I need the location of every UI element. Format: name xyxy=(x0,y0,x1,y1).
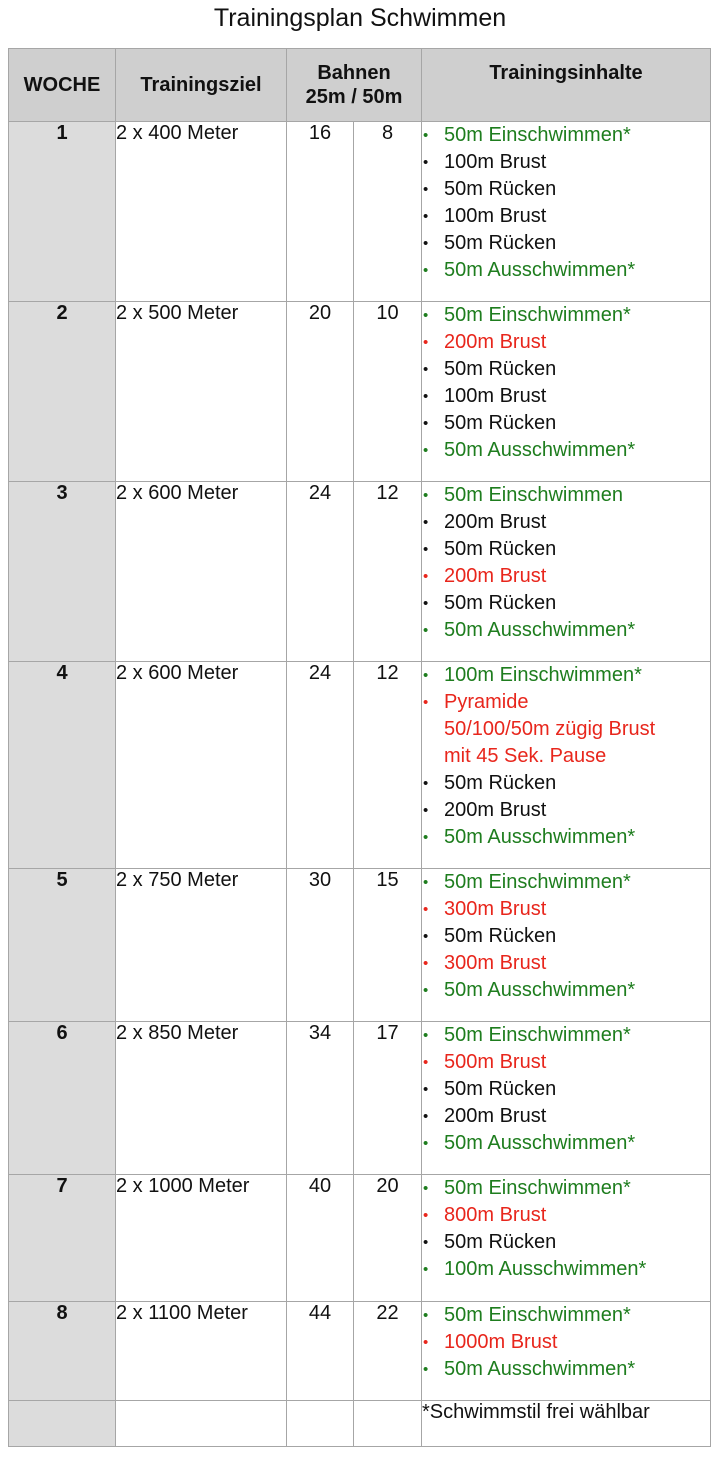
content-item-text: 50m Ausschwimmen* xyxy=(444,979,636,1001)
footnote-row xyxy=(9,1401,711,1447)
content-item-text: 100m Brust xyxy=(444,385,547,407)
content-list xyxy=(422,302,710,464)
training-goal: 2 x 1100 Meter xyxy=(116,1302,287,1401)
content-item-text: 50m Rücken xyxy=(444,412,557,434)
lanes-50m: 12 xyxy=(354,482,422,662)
header-goal: Trainingsziel xyxy=(116,49,287,122)
content-item xyxy=(422,950,710,977)
week-number: 8 xyxy=(9,1302,116,1401)
lanes-25m: 16 xyxy=(287,122,354,302)
content-item xyxy=(422,536,710,563)
content-item xyxy=(422,1130,710,1157)
week-number: 3 xyxy=(9,482,116,662)
content-item xyxy=(422,149,710,176)
lanes-25m: 30 xyxy=(287,869,354,1022)
content-item-text: 200m Brust xyxy=(444,331,547,353)
content-item-text: 50m Rücken xyxy=(444,178,557,200)
content-item xyxy=(422,977,710,1004)
content-item xyxy=(422,509,710,536)
content-item xyxy=(422,1076,710,1103)
header-content: Trainingsinhalte xyxy=(422,49,711,122)
week-row xyxy=(9,302,711,482)
content-item-text: 50m Rücken xyxy=(444,925,557,947)
content-item-text: 100m Brust xyxy=(444,205,547,227)
content-item xyxy=(422,689,710,770)
content-item xyxy=(422,869,710,896)
content-item xyxy=(422,1103,710,1130)
footnote-goal-cell xyxy=(116,1401,287,1447)
footnote-lanes50-cell xyxy=(354,1401,422,1447)
content-list xyxy=(422,662,710,851)
header-lanes-sub: 25m / 50m xyxy=(305,86,403,108)
training-plan-table xyxy=(8,48,711,1447)
content-item-text: 50m Ausschwimmen* xyxy=(444,826,636,848)
header-week: WOCHE xyxy=(9,49,116,122)
content-list xyxy=(422,122,710,284)
content-item xyxy=(422,302,710,329)
training-goal: 2 x 600 Meter xyxy=(116,662,287,869)
lanes-25m: 34 xyxy=(287,1022,354,1175)
lanes-50m: 20 xyxy=(354,1175,422,1302)
training-goal: 2 x 600 Meter xyxy=(116,482,287,662)
footnote-week-cell xyxy=(9,1401,116,1447)
week-row xyxy=(9,482,711,662)
week-row xyxy=(9,122,711,302)
header-lanes-label: Bahnen xyxy=(317,62,391,84)
week-number: 1 xyxy=(9,122,116,302)
content-item xyxy=(422,122,710,149)
content-item xyxy=(422,590,710,617)
week-number: 4 xyxy=(9,662,116,869)
content-item-text: Pyramide xyxy=(444,691,529,713)
header-row xyxy=(9,49,711,122)
week-row xyxy=(9,1022,711,1175)
lanes-25m: 20 xyxy=(287,302,354,482)
content-list xyxy=(422,482,710,644)
training-content xyxy=(422,869,711,1022)
training-content xyxy=(422,482,711,662)
week-row xyxy=(9,1302,711,1401)
content-item-text: 200m Brust xyxy=(444,799,547,821)
training-content xyxy=(422,302,711,482)
content-item-text: 100m Einschwimmen* xyxy=(444,664,642,686)
content-item xyxy=(422,563,710,590)
content-item-text: 50m Ausschwimmen* xyxy=(444,619,636,641)
content-item xyxy=(422,797,710,824)
training-content xyxy=(422,662,711,869)
content-item xyxy=(422,1302,710,1329)
content-item xyxy=(422,923,710,950)
content-item xyxy=(422,329,710,356)
content-item xyxy=(422,1022,710,1049)
content-item xyxy=(422,896,710,923)
content-item-text: 50m Ausschwimmen* xyxy=(444,1132,636,1154)
week-number: 6 xyxy=(9,1022,116,1175)
content-item-text: 50m Rücken xyxy=(444,1231,557,1253)
week-row xyxy=(9,869,711,1022)
content-item-text: 50m Rücken xyxy=(444,592,557,614)
content-item xyxy=(422,1329,710,1356)
week-row xyxy=(9,662,711,869)
footnote: *Schwimmstil frei wählbar xyxy=(422,1401,711,1447)
content-list xyxy=(422,1175,710,1283)
training-goal: 2 x 750 Meter xyxy=(116,869,287,1022)
lanes-25m: 44 xyxy=(287,1302,354,1401)
content-item xyxy=(422,230,710,257)
content-item-text: 50m Einschwimmen* xyxy=(444,1177,631,1199)
content-item xyxy=(422,482,710,509)
content-item-text: 50m Einschwimmen* xyxy=(444,1024,631,1046)
content-item xyxy=(422,617,710,644)
content-item xyxy=(422,662,710,689)
content-item-text-continued: 50/100/50m zügig Brust xyxy=(444,718,656,740)
content-item-text: 500m Brust xyxy=(444,1051,547,1073)
content-item xyxy=(422,1049,710,1076)
content-item xyxy=(422,1202,710,1229)
content-list xyxy=(422,869,710,1004)
content-item-text: 100m Brust xyxy=(444,151,547,173)
content-item-text-continued: mit 45 Sek. Pause xyxy=(444,745,607,767)
content-item-text: 50m Rücken xyxy=(444,538,557,560)
training-content xyxy=(422,1175,711,1302)
footnote-lanes25-cell xyxy=(287,1401,354,1447)
lanes-25m: 40 xyxy=(287,1175,354,1302)
week-number: 7 xyxy=(9,1175,116,1302)
content-list xyxy=(422,1302,710,1383)
training-goal: 2 x 400 Meter xyxy=(116,122,287,302)
content-item-text: 50m Rücken xyxy=(444,232,557,254)
lanes-25m: 24 xyxy=(287,662,354,869)
week-number: 2 xyxy=(9,302,116,482)
content-item xyxy=(422,410,710,437)
lanes-50m: 10 xyxy=(354,302,422,482)
content-item-text: 300m Brust xyxy=(444,898,547,920)
lanes-50m: 15 xyxy=(354,869,422,1022)
lanes-50m: 17 xyxy=(354,1022,422,1175)
content-item-text: 50m Einschwimmen* xyxy=(444,1304,631,1326)
content-item-text: 50m Einschwimmen* xyxy=(444,304,631,326)
content-item xyxy=(422,1256,710,1283)
content-item-text: 100m Ausschwimmen* xyxy=(444,1258,647,1280)
week-number: 5 xyxy=(9,869,116,1022)
content-item xyxy=(422,1229,710,1256)
content-item-text: 1000m Brust xyxy=(444,1331,558,1353)
lanes-50m: 12 xyxy=(354,662,422,869)
content-item-text: 50m Einschwimmen xyxy=(444,484,623,506)
lanes-50m: 22 xyxy=(354,1302,422,1401)
content-item xyxy=(422,257,710,284)
content-item-text: 200m Brust xyxy=(444,1105,547,1127)
lanes-25m: 24 xyxy=(287,482,354,662)
content-item xyxy=(422,383,710,410)
content-item xyxy=(422,437,710,464)
content-item-text: 200m Brust xyxy=(444,511,547,533)
training-content xyxy=(422,1302,711,1401)
content-item-text: 50m Rücken xyxy=(444,1078,557,1100)
training-goal: 2 x 500 Meter xyxy=(116,302,287,482)
content-item xyxy=(422,203,710,230)
content-item-text: 800m Brust xyxy=(444,1204,547,1226)
content-item-text: 50m Einschwimmen* xyxy=(444,124,631,146)
content-item xyxy=(422,824,710,851)
page-title: Trainingsplan Schwimmen xyxy=(213,4,507,32)
content-item-text: 50m Rücken xyxy=(444,772,557,794)
content-list xyxy=(422,1022,710,1157)
plan-body xyxy=(9,122,711,1401)
content-item-text: 300m Brust xyxy=(444,952,547,974)
lanes-50m: 8 xyxy=(354,122,422,302)
content-item-text: 50m Ausschwimmen* xyxy=(444,1358,636,1380)
training-content xyxy=(422,122,711,302)
training-content xyxy=(422,1022,711,1175)
header-lanes xyxy=(287,49,422,122)
content-item xyxy=(422,1175,710,1202)
content-item xyxy=(422,1356,710,1383)
content-item-text: 50m Ausschwimmen* xyxy=(444,439,636,461)
training-goal: 2 x 1000 Meter xyxy=(116,1175,287,1302)
content-item xyxy=(422,176,710,203)
training-goal: 2 x 850 Meter xyxy=(116,1022,287,1175)
content-item xyxy=(422,770,710,797)
content-item xyxy=(422,356,710,383)
content-item-text: 200m Brust xyxy=(444,565,547,587)
content-item-text: 50m Einschwimmen* xyxy=(444,871,631,893)
content-item-text: 50m Ausschwimmen* xyxy=(444,259,636,281)
week-row xyxy=(9,1175,711,1302)
content-item-text: 50m Rücken xyxy=(444,358,557,380)
